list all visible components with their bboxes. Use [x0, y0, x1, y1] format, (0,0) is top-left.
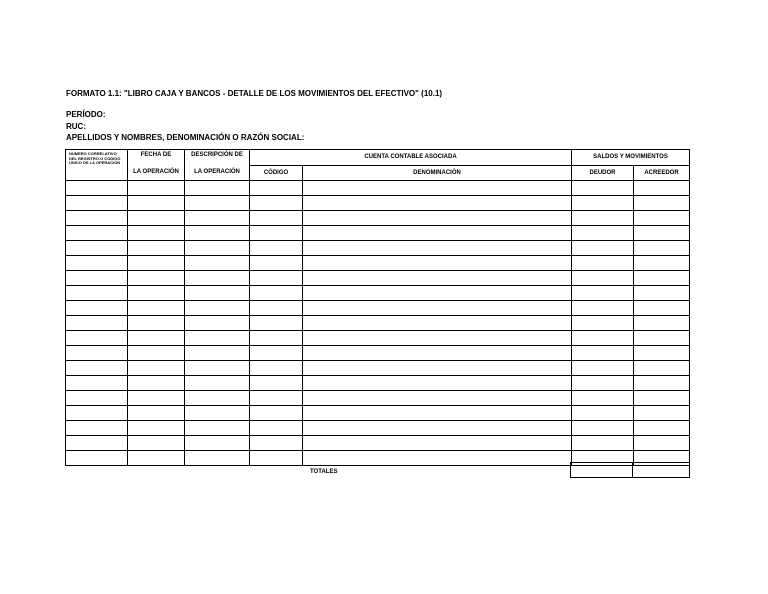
table-row [66, 360, 690, 375]
table-cell [185, 390, 250, 405]
table-cell [572, 195, 634, 210]
table-cell [128, 270, 185, 285]
totals-box [570, 462, 690, 478]
table-cell [185, 240, 250, 255]
ledger-table [65, 149, 690, 466]
table-cell [634, 180, 690, 195]
table-cell [250, 210, 303, 225]
table-cell [185, 435, 250, 450]
table-cell [572, 285, 634, 300]
table-cell [185, 225, 250, 240]
table-cell [634, 375, 690, 390]
table-cell [66, 345, 128, 360]
header-cuenta-contable: CUENTA CONTABLE ASOCIADA [250, 150, 572, 166]
table-cell [303, 225, 572, 240]
table-cell [66, 405, 128, 420]
table-cell [66, 270, 128, 285]
table-cell [634, 315, 690, 330]
table-cell [185, 210, 250, 225]
table-cell [250, 315, 303, 330]
table-cell [303, 345, 572, 360]
table-cell [303, 360, 572, 375]
table-cell [185, 330, 250, 345]
table-cell [634, 435, 690, 450]
table-row [66, 390, 690, 405]
table-cell [572, 420, 634, 435]
table-cell [634, 405, 690, 420]
table-row [66, 300, 690, 315]
table-cell [303, 180, 572, 195]
table-cell [66, 420, 128, 435]
table-cell [572, 240, 634, 255]
totals-table [570, 462, 690, 478]
table-cell [303, 285, 572, 300]
table-cell [303, 240, 572, 255]
table-cell [572, 360, 634, 375]
table-cell [128, 240, 185, 255]
table-cell [185, 375, 250, 390]
table-cell [250, 360, 303, 375]
table-cell [185, 255, 250, 270]
table-cell [634, 300, 690, 315]
table-cell [128, 405, 185, 420]
table-row [66, 210, 690, 225]
table-cell [128, 180, 185, 195]
table-row [66, 330, 690, 345]
table-cell [250, 225, 303, 240]
table-cell [185, 180, 250, 195]
table-cell [128, 435, 185, 450]
table-cell [572, 180, 634, 195]
table-cell [572, 225, 634, 240]
table-cell [185, 285, 250, 300]
table-cell [128, 390, 185, 405]
table-cell [634, 345, 690, 360]
table-cell [185, 270, 250, 285]
table-cell [128, 195, 185, 210]
table-cell [66, 375, 128, 390]
table-row [66, 315, 690, 330]
table-cell [250, 405, 303, 420]
table-cell [185, 450, 250, 465]
table-cell [250, 270, 303, 285]
table-cell [66, 435, 128, 450]
table-cell [128, 285, 185, 300]
table-cell [303, 210, 572, 225]
header-row-1 [66, 150, 690, 166]
table-row [66, 255, 690, 270]
table-cell [128, 210, 185, 225]
table-row [66, 435, 690, 450]
header-codigo: CÓDIGO [250, 165, 303, 180]
table-cell [634, 330, 690, 345]
table-cell [250, 330, 303, 345]
table-cell [572, 210, 634, 225]
table-cell [66, 195, 128, 210]
form-title: FORMATO 1.1: "LIBRO CAJA Y BANCOS - DETALLE DE LOS MOVIMIENTOS DEL EFECTIVO" (10.1) [66, 89, 443, 98]
table-cell [634, 240, 690, 255]
table-cell [128, 375, 185, 390]
table-cell [185, 405, 250, 420]
table-cell [303, 375, 572, 390]
table-row [66, 195, 690, 210]
totals-label: TOTALES [310, 469, 338, 475]
table-cell [634, 270, 690, 285]
table-cell [634, 285, 690, 300]
table-cell [572, 330, 634, 345]
header-acreedor: ACREEDOR [634, 165, 690, 180]
table-cell [303, 390, 572, 405]
table-cell [66, 225, 128, 240]
header-descripcion-2: LA OPERACIÓN [185, 165, 250, 180]
table-cell [572, 255, 634, 270]
table-cell [66, 330, 128, 345]
table-row [66, 180, 690, 195]
table-cell [66, 360, 128, 375]
table-cell [250, 195, 303, 210]
table-cell [128, 255, 185, 270]
table-cell [185, 300, 250, 315]
table-cell [185, 345, 250, 360]
header-correlativo: NÚMERO CORRELATIVO DEL REGISTRO O CÓDIGO ÚNICO DE LA OPERACIÓN [66, 150, 128, 181]
table-cell [303, 300, 572, 315]
periodo-label: PERÍODO: [66, 110, 106, 119]
table-cell [572, 375, 634, 390]
header-fecha-1: FECHA DE [128, 150, 185, 166]
total-acreedor-cell [633, 463, 690, 478]
table-cell [128, 450, 185, 465]
table-cell [634, 255, 690, 270]
table-cell [303, 255, 572, 270]
table-row [66, 405, 690, 420]
table-cell [250, 300, 303, 315]
razon-social-label: APELLIDOS Y NOMBRES, DENOMINACIÓN O RAZÓN SOCIAL: [66, 133, 305, 142]
total-deudor-cell [571, 463, 633, 478]
table-cell [66, 255, 128, 270]
table-cell [634, 210, 690, 225]
table-cell [66, 285, 128, 300]
table-cell [303, 420, 572, 435]
table-cell [128, 345, 185, 360]
table-cell [185, 195, 250, 210]
table-cell [66, 210, 128, 225]
header-row-2 [66, 165, 690, 180]
table-cell [66, 240, 128, 255]
table-cell [303, 195, 572, 210]
header-descripcion-1: DESCRIPCIÓN DE [185, 150, 250, 166]
table-cell [250, 375, 303, 390]
table-cell [250, 180, 303, 195]
header-deudor: DEUDOR [572, 165, 634, 180]
table-cell [303, 315, 572, 330]
table-cell [572, 435, 634, 450]
table-cell [572, 270, 634, 285]
table-cell [250, 345, 303, 360]
table-row [66, 420, 690, 435]
table-cell [250, 435, 303, 450]
table-cell [634, 195, 690, 210]
table-cell [185, 420, 250, 435]
table-cell [634, 420, 690, 435]
table-row [66, 285, 690, 300]
table-cell [303, 435, 572, 450]
table-cell [303, 270, 572, 285]
header-denominacion: DENOMINACIÓN [303, 165, 572, 180]
table-cell [634, 225, 690, 240]
table-cell [66, 390, 128, 405]
table-cell [572, 390, 634, 405]
table-cell [66, 315, 128, 330]
table-cell [66, 180, 128, 195]
table-row [66, 270, 690, 285]
table-cell [128, 330, 185, 345]
table-row [66, 240, 690, 255]
table-cell [66, 450, 128, 465]
table-cell [128, 420, 185, 435]
header-fecha-2: LA OPERACIÓN [128, 165, 185, 180]
table-cell [572, 300, 634, 315]
table-cell [303, 450, 572, 465]
table-cell [128, 300, 185, 315]
table-cell [572, 405, 634, 420]
table-cell [634, 360, 690, 375]
table-cell [185, 315, 250, 330]
table-cell [250, 285, 303, 300]
table-cell [634, 390, 690, 405]
table-cell [250, 390, 303, 405]
table-row [66, 345, 690, 360]
table-cell [303, 330, 572, 345]
table-cell [572, 315, 634, 330]
table-cell [250, 255, 303, 270]
table-cell [185, 360, 250, 375]
table-row [66, 375, 690, 390]
table-cell [250, 450, 303, 465]
table-cell [303, 405, 572, 420]
table-cell [572, 345, 634, 360]
ledger-body [66, 180, 690, 465]
ruc-label: RUC: [66, 122, 86, 131]
table-cell [250, 420, 303, 435]
table-row [66, 225, 690, 240]
header-saldos-movimientos: SALDOS Y MOVIMIENTOS [572, 150, 690, 166]
table-cell [250, 240, 303, 255]
table-cell [128, 360, 185, 375]
table-cell [128, 315, 185, 330]
table-cell [128, 225, 185, 240]
table-cell [66, 300, 128, 315]
